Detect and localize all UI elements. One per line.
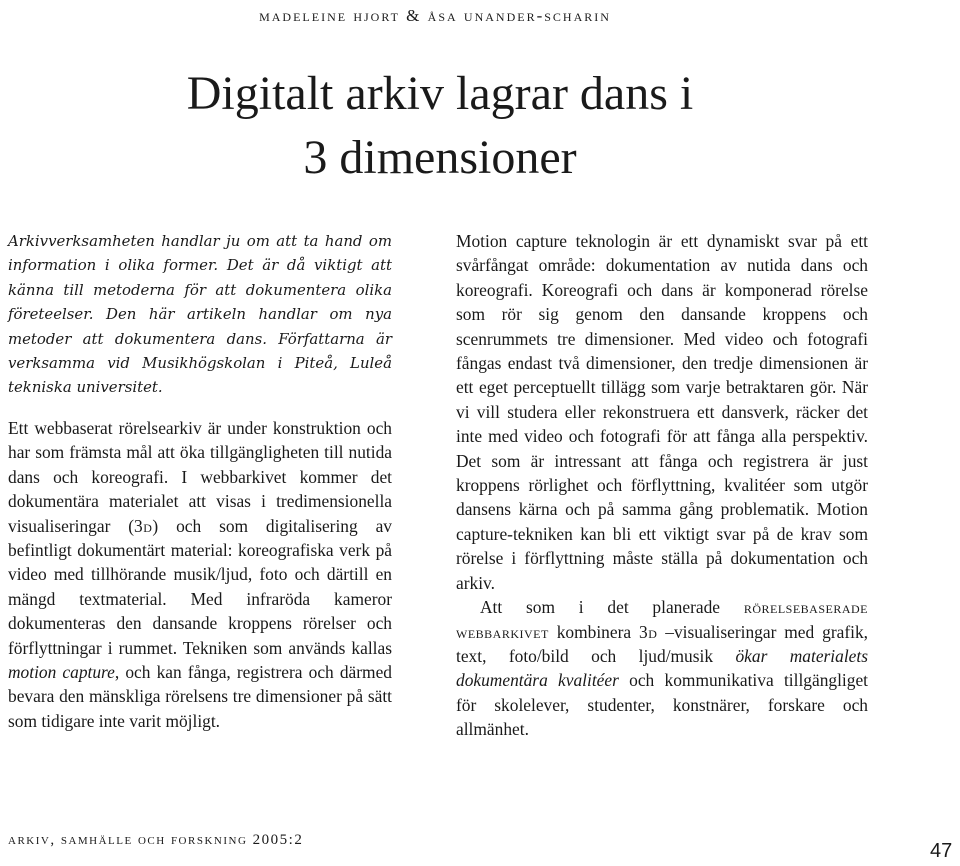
- abstract: Arkivverksamheten handlar ju om att ta hand om information i olika former. Det är då viktigt att känna till metoderna för att dokumentera olika företeelser. Den här artikeln handlar om nya metoder att dokumentera dans. Författarna är verksamma vid Musikhögskolan i Piteå, Luleå tekniska universitet.: [8, 232, 392, 397]
- emphasis: ökar materialets dokumentära kvalitéer: [456, 645, 868, 691]
- running-head: madeleine hjort & åsa unander-scharin: [259, 6, 611, 25]
- text-run: kombinera: [548, 621, 640, 642]
- text-run: , och kan fånga, registrera och därmed bevara den mänskliga rörelsens tre dimensioner på sätt som tidigare inte varit möjligt.: [8, 662, 392, 731]
- article-title: [100, 62, 780, 190]
- project-name: rörelsebaserade webbarkivet: [456, 597, 868, 642]
- title-line-2: 3 dimensioner: [303, 131, 577, 184]
- left-column: [8, 416, 392, 733]
- right-paragraph-1: Motion capture teknologin är ett dynamiskt svar på ett svårfångat område: dokumentation av nutida dans och koreografi. Koreografi och dans är komponerad rörelse som rör sig genom den dansande kroppens och scenrummets tre dimensioner. Med video och fotografi fångas endast två dimensioner, den tredje dimensionen är ett eget perceptuellt tillägg som varje betraktaren gör. När vi vill studera eller rekonstruera ett dansverk, räcker det inte med video och fotografi för att fånga alla perspektiv. Det som är intressant att fånga och registrera är just kroppens rörlighet och förflyttning, kvalitéer som utgör dansens kärna och på samma gång problematik. Motion capture-tekniken kan bli ett viktigt svar på de krav som rörelse i förflyttning måste ställa på dokumentation och arkiv.: [456, 231, 868, 593]
- abbreviation-3d: 3d: [134, 515, 153, 536]
- abbreviation-3d: 3d: [639, 621, 658, 642]
- page-number: 47: [930, 840, 953, 862]
- right-paragraph-2: [456, 595, 868, 741]
- term-motion-capture: motion capture: [8, 662, 115, 683]
- text-run: och kommunikativa tillgängliget för skolelever, studenter, konstnärer, forskare och allmänhet.: [456, 670, 868, 740]
- text-run: Att som i det planerade: [480, 597, 744, 618]
- text-run: Ett webbaserat rörelsearkiv är under konstruktion och har som främsta mål att öka tillgängligheten till nutida dans och koreografi. I webbarkivet kommer det dokumentära materialet att visas i tredimensionella visualiseringar (: [8, 418, 392, 536]
- left-paragraph-1: [8, 416, 392, 733]
- journal-footer: arkiv, samhälle och forskning 2005:2: [8, 832, 304, 848]
- right-column: [456, 229, 868, 742]
- title-line-1: Digitalt arkiv lagrar dans i: [186, 67, 694, 120]
- text-run: –visualiseringar med grafik, text, foto/bild och ljud/musik: [456, 621, 868, 666]
- text-run: ) och som digitalisering av befintligt dokumentärt material: koreografiska verk på video med tillhörande musik/ljud, foto och därtill en mängd textmaterial. Med infraröda kameror dokumenteras den dansande kroppens rörelser och förflyttningar i rummet. Tekniken som används kallas: [8, 515, 392, 658]
